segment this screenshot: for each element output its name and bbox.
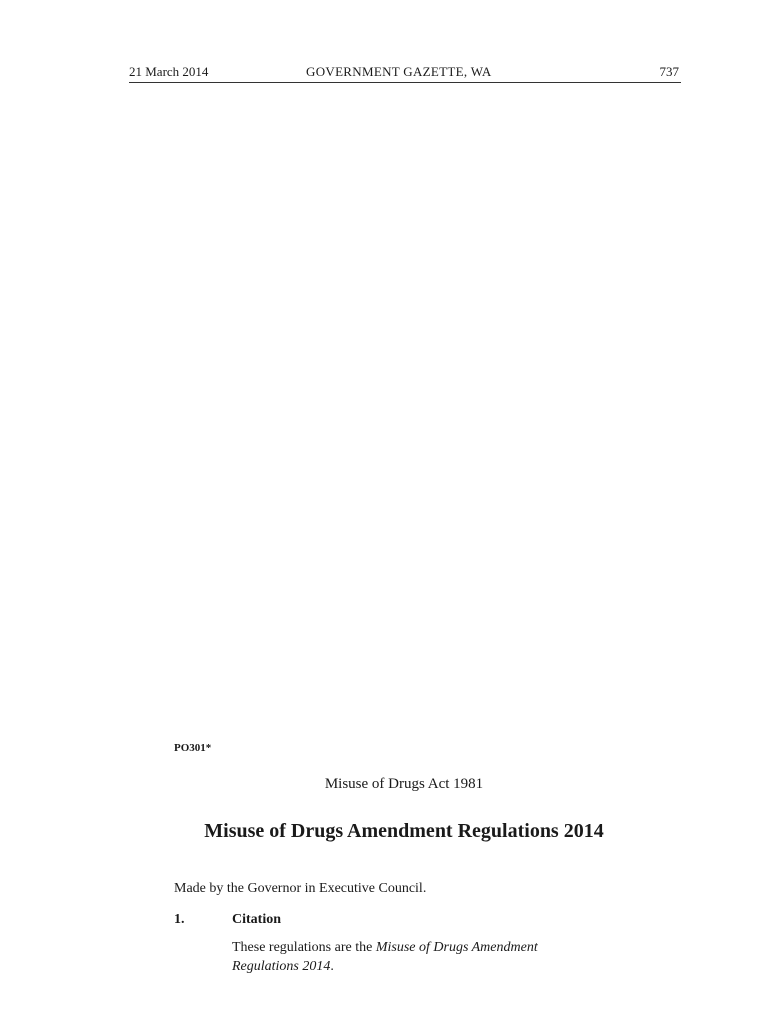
header-publication: GOVERNMENT GAZETTE, WA (306, 64, 492, 79)
header-page-number: 737 (659, 64, 679, 79)
regulations-title: Misuse of Drugs Amendment Regulations 2014 (204, 820, 604, 842)
section-number: 1. (174, 912, 185, 927)
header-date: 21 March 2014 (129, 64, 209, 79)
made-by-line: Made by the Governor in Executive Council. (174, 881, 427, 896)
section-text-after: . (330, 959, 334, 974)
page-header (129, 64, 681, 83)
section-body (232, 938, 592, 976)
section-text-before: These regulations are the (232, 940, 376, 955)
act-name: Misuse of Drugs Act 1981 (324, 776, 484, 792)
section-text-italic: Misuse of Drugs Amendment Regulations 2014 (232, 940, 538, 974)
section-heading: Citation (232, 912, 281, 927)
notice-code: PO301* (174, 742, 212, 754)
